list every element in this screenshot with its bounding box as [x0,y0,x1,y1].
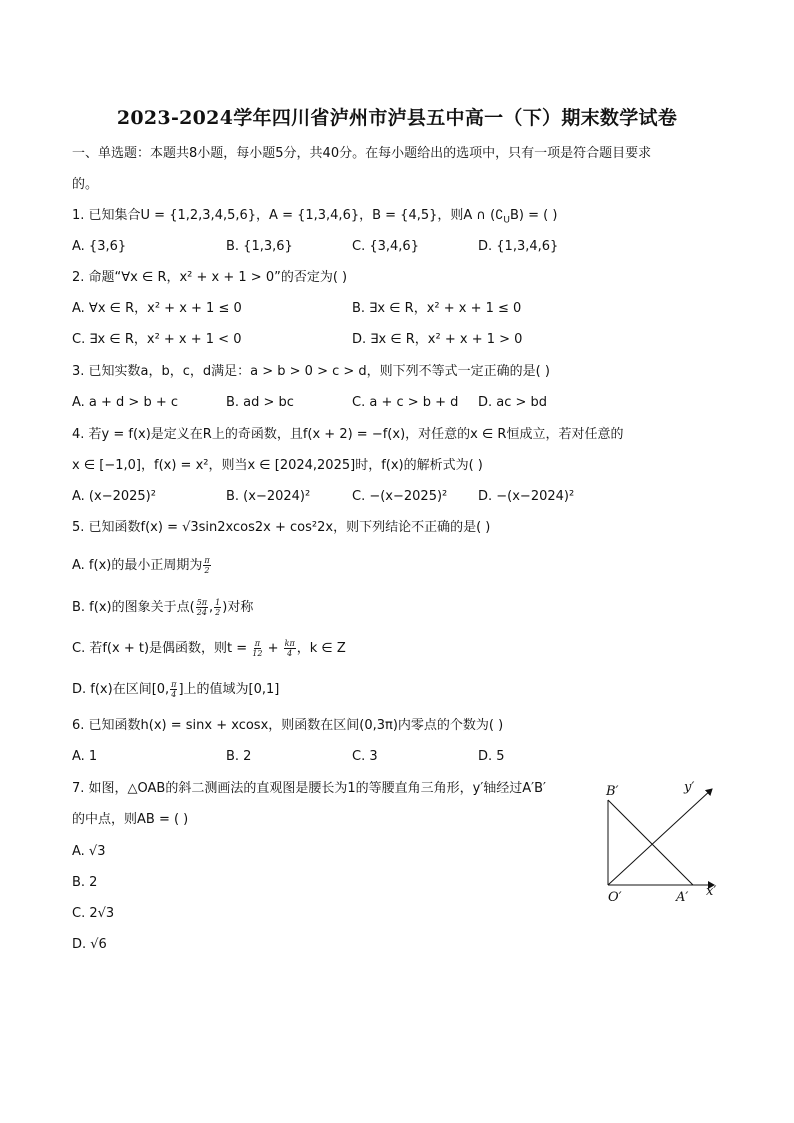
q7-option-b: B. 2 [72,875,98,890]
q3-stem: 3. 已知实数a，b，c，d满足：a > b > 0 > c > d，则下列不等式一定正确的是( ) [72,364,550,379]
q6-stem: 6. 已知函数h(x) = sinx + xcosx，则函数在区间(0,3π)内零点的个数为( ) [72,718,504,733]
q1-option-d: D. {1,3,4,6} [478,239,559,254]
label-x-prime: x′ [706,884,717,899]
q2-option-d: D. ∃x ∈ R，x² + x + 1 > 0 [352,332,523,347]
q1-stem-tail: B) = ( ) [510,208,558,223]
q7-option-a: A. √3 [72,844,106,859]
label-b-prime: B′ [606,784,619,799]
page-title: 2023-2024学年四川省泸州市泸县五中高一（下）期末数学试卷 [116,107,678,129]
q5-b-sep: , [209,600,214,615]
q7-option-d: D. √6 [72,937,107,952]
q1-stem [72,207,557,230]
q5-b-num2: 1 [215,598,221,607]
q5-c-num2: kπ [284,639,295,648]
q5-b-fraction1 [196,598,208,617]
q5-b-fraction2 [214,598,221,617]
q5-d-post: ]上的值域为[0,1] [178,682,280,697]
q3-option-c: C. a + c > b + d [352,395,459,410]
q1-stem-sub: U [503,215,511,226]
q5-stem: 5. 已知函数f(x) = √3sin2xcos2x + cos²2x，则下列结论不正确的是( ) [72,520,491,535]
q3-option-d: D. ac > bd [478,395,548,410]
q5-d-text: D. f(x)在区间[0, [72,682,170,697]
q5-option-d [72,680,279,699]
q4-option-b: B. (x−2024)² [226,489,311,504]
q5-b-den2: 2 [215,608,221,617]
q5-option-b [72,598,253,617]
q5-b-text: B. f(x)的图象关于点( [72,600,195,615]
q5-b-num1: 5π [196,598,208,607]
q4-option-a: A. (x−2025)² [72,489,156,504]
label-y-prime: y′ [684,780,695,795]
q5-c-fraction2 [284,639,296,658]
label-o-prime: O′ [608,890,622,905]
q7-stem-line1: 7. 如图，△OAB的斜二测画法的直观图是腰长为1的等腰直角三角形，y′轴经过A′B′ [72,781,546,796]
q1-option-a: A. {3,6} [72,239,127,254]
q4-stem-line2: x ∈ [−1,0]，f(x) = x²，则当x ∈ [2024,2025]时，f(x)的解析式为( ) [72,458,483,473]
q1-stem-text: 1. 已知集合U = {1,2,3,4,5,6}，A = {1,3,4,6}，B = {4,5}，则A ∩ (∁ [72,208,504,223]
q5-c-plus: + [263,641,283,656]
q2-option-c: C. ∃x ∈ R，x² + x + 1 < 0 [72,332,242,347]
q5-a-text: A. f(x)的最小正周期为 [72,558,203,573]
q5-c-text: C. 若f(x + t)是偶函数，则t = [72,641,252,656]
q6-option-a: A. 1 [72,749,98,764]
y-axis [608,789,712,885]
q5-c-den2: 4 [287,649,293,658]
q1-option-b: B. {1,3,6} [226,239,293,254]
q4-option-c: C. −(x−2025)² [352,489,448,504]
segment-b-a [608,800,693,885]
q5-d-den: 4 [171,690,177,699]
q5-c-fraction1 [252,639,262,658]
q7-figure [596,778,732,908]
q5-option-a [72,556,212,575]
q6-option-b: B. 2 [226,749,252,764]
label-a-prime: A′ [676,890,689,905]
q6-option-c: C. 3 [352,749,378,764]
q5-c-den1: 12 [252,649,263,658]
q5-option-c [72,639,346,658]
q5-a-num: π [204,556,210,565]
section-heading-cont: 的。 [72,177,99,192]
section-heading: 一、单选题：本题共8小题，每小题5分，共40分。在每小题给出的选项中，只有一项是符合题目要求 [72,146,652,161]
q4-stem-line1: 4. 若y = f(x)是定义在R上的奇函数，且f(x + 2) = −f(x)，对任意的x ∈ R恒成立，若对任意的 [72,427,624,442]
q5-c-num1: π [254,639,260,648]
q5-d-num: π [171,680,177,689]
q7-option-c: C. 2√3 [72,906,115,921]
q1-option-c: C. {3,4,6} [352,239,419,254]
q2-option-b: B. ∃x ∈ R，x² + x + 1 ≤ 0 [352,301,522,316]
q3-option-b: B. ad > bc [226,395,294,410]
q2-option-a: A. ∀x ∈ R，x² + x + 1 ≤ 0 [72,301,242,316]
q5-d-fraction [170,680,177,699]
q3-option-a: A. a + d > b + c [72,395,179,410]
q4-option-d: D. −(x−2024)² [478,489,575,504]
q5-a-fraction [203,556,210,575]
q2-stem: 2. 命题“∀x ∈ R，x² + x + 1 > 0”的否定为( ) [72,270,348,285]
q7-stem-line2: 的中点，则AB = ( ) [72,812,189,827]
q5-b-post: )对称 [222,600,254,615]
q5-b-den1: 24 [196,608,207,617]
q5-a-den: 2 [204,566,210,575]
q5-c-post: ，k ∈ Z [296,641,346,656]
q6-option-d: D. 5 [478,749,505,764]
